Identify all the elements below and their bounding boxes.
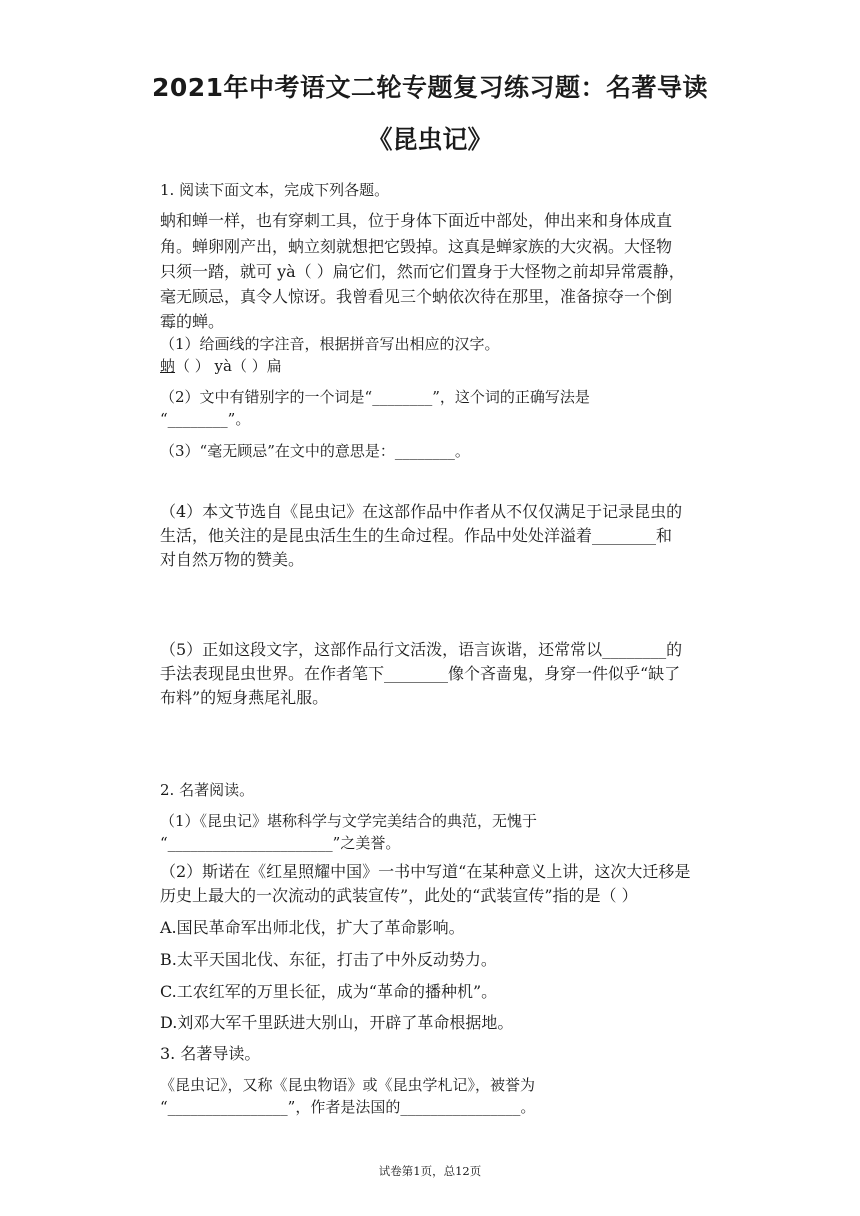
question-1-sub-3: （3）“毫无顾忌”在文中的意思是：________。 [160,442,470,460]
question-2-sub-1: “______________________”之美誉。 [160,834,401,852]
question-1-heading: 1. 阅读下面文本，完成下列各题。 [160,181,390,199]
question-3-body: “________________”，作者是法国的________________。 [160,1098,536,1116]
question-3-heading: 3. 名著导读。 [160,1044,261,1063]
pinyin-blanks: （ ） yà（ ）扁 [175,357,282,375]
question-1-sub-4: 对自然万物的赞美。 [160,550,305,569]
option-b: B.太平天国北伐、东征，打击了中外反动势力。 [160,950,497,969]
document-subtitle: 《昆虫记》 [367,125,493,154]
question-2-sub-1: （1）《昆虫记》堪称科学与文学完美结合的典范，无愧于 [160,812,538,830]
page-footer: 试卷第1页，总12页 [378,1164,482,1178]
question-1-sub-1: （1）给画线的字注音，根据拼音写出相应的汉字。 [160,335,500,353]
question-2-sub-2: （2）斯诺在《红星照耀中国》一书中写道“在某种意义上讲，这次大迁移是 [160,862,691,881]
passage-line: 蚋和蝉一样，也有穿刺工具，位于身体下面近中部处，伸出来和身体成直 [160,211,673,230]
question-1-sub-5: （5）正如这段文字，这部作品行文活泼，语言诙谐，还常常以________的 [160,640,683,659]
option-d: D.刘邓大军千里跃进大别山，开辟了革命根据地。 [160,1013,514,1032]
passage-line: 毫无顾忌，真令人惊讶。我曾看见三个蚋依次待在那里，准备掠夺一个倒 [160,287,673,306]
question-1-sub-5: 手法表现昆虫世界。在作者笔下________像个吝啬鬼，身穿一件似乎“缺了 [160,664,681,683]
option-a: A.国民革命军出师北伐，扩大了革命影响。 [160,918,465,937]
passage-line: 角。蝉卵刚产出，蚋立刻就想把它毁掉。这真是蝉家族的大灾祸。大怪物 [160,237,673,256]
passage-line: 霉的蝉。 [160,312,225,331]
document-title: 2021年中考语文二轮专题复习练习题：名著导读 [151,73,709,102]
question-1-sub-2: （2）文中有错别字的一个词是“________”，这个词的正确写法是 [160,388,590,406]
option-c: C.工农红军的万里长征，成为“革命的播种机”。 [160,982,498,1001]
question-1-sub-4: 生活，他关注的是昆虫活生生的生命过程。作品中处处洋溢着________和 [160,526,673,545]
question-3-body: 《昆虫记》，又称《昆虫物语》或《昆虫学札记》，被誉为 [160,1076,536,1094]
passage-line: 只须一踏，就可 yà（ ）扁它们，然而它们置身于大怪物之前却异常震静， [160,262,685,281]
question-1-sub-4: （4）本文节选自《昆虫记》在这部作品中作者从不仅仅满足于记录昆虫的 [160,502,683,521]
question-2-heading: 2. 名著阅读。 [160,781,255,799]
question-1-sub-5: 布料”的短身燕尾礼服。 [160,688,329,707]
underlined-char: 蚋 [160,357,176,375]
question-1-sub-1-blanks [160,356,282,376]
question-1-sub-2-cont: “________”。 [160,410,251,428]
question-2-sub-2: 历史上最大的一次流动的武装宣传”，此处的“武装宣传”指的是（ ） [160,886,638,905]
